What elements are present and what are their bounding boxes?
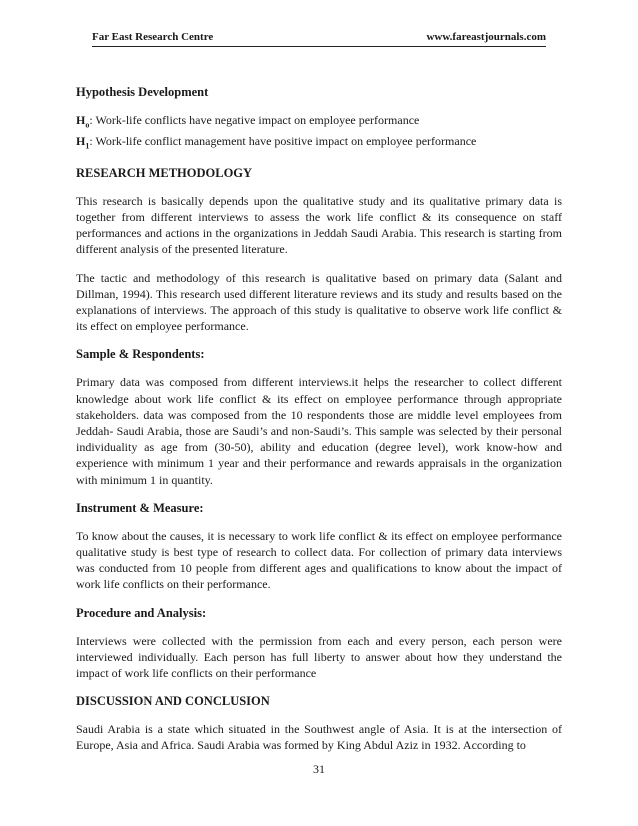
header-website: www.fareastjournals.com	[426, 31, 546, 43]
page-number: 31	[313, 762, 325, 776]
h0-label: H	[76, 113, 86, 127]
methodology-paragraph-1: This research is basically depends upon the qualitative study and its qualitative primary data is together from different interviews to assess the work life conflict & its consequence on staff performances and actions in the organizations in Jeddah Saudi Arabia. This research is starting from different analysis of the presented literature.	[76, 193, 562, 257]
running-header	[92, 30, 546, 47]
instrument-paragraph: To know about the causes, it is necessary to work life conflict & its effect on employee performance qualitative study is best type of research to collect data. For collection of primary data interviews was conducted from 10 people from different ages and qualifications to know about the impact of work life conflicts on their performance.	[76, 528, 562, 592]
hypothesis-heading: Hypothesis Development	[76, 85, 209, 99]
h0-subscript: o	[85, 120, 90, 130]
procedure-heading: Procedure and Analysis:	[76, 605, 207, 620]
h1-text: : Work-life conflict management have positive impact on employee performance	[89, 134, 477, 149]
h1-label: H	[76, 134, 86, 149]
methodology-paragraph-2: The tactic and methodology of this research is qualitative based on primary data (Salant and Dillman, 1994). This research used different literature reviews and its study and results based on the explanations of interviews. The approach of this study is qualitative to observe work life conflict & its effect on employee performance.	[76, 270, 562, 334]
hypothesis-h0	[76, 112, 562, 133]
h1-subscript: 1	[85, 141, 90, 151]
header-publisher: Far East Research Centre	[92, 31, 214, 43]
h0-text: : Work-life conflicts have negative impact on employee performance	[89, 113, 420, 127]
methodology-heading: RESEARCH METHODOLOGY	[76, 165, 253, 180]
sample-paragraph: Primary data was composed from different interviews.it helps the researcher to collect different knowledge about work life conflict & its effect on employee performance through appropriate stakeholders. data was composed from the 10 respondents those are middle level employees from Jeddah- Saudi Arabia, those are Saudi’s and non-Saudi’s. This sample was selected by their personal individuality as age from (30-50), ability and education (degree level), work know-how and experience with minimum 1 year and their performance and rewards appraisals in the organization with minimum 1 in quantity.	[76, 375, 562, 487]
discussion-heading: DISCUSSION AND CONCLUSION	[76, 694, 270, 709]
hypothesis-h1	[76, 133, 562, 154]
sample-heading: Sample & Respondents:	[76, 347, 205, 362]
instrument-heading: Instrument & Measure:	[76, 500, 204, 515]
procedure-paragraph: Interviews were collected with the permission from each and every person, each person were interviewed individually. Each person has full liberty to answer about how they understand the impact of work life conflicts on their performance	[76, 633, 562, 681]
page-body	[76, 84, 562, 754]
discussion-paragraph: Saudi Arabia is a state which situated in the Southwest angle of Asia. It is at the intersection of Europe, Asia and Africa. Saudi Arabia was formed by King Abdul Aziz in 1932. According to	[76, 722, 562, 753]
